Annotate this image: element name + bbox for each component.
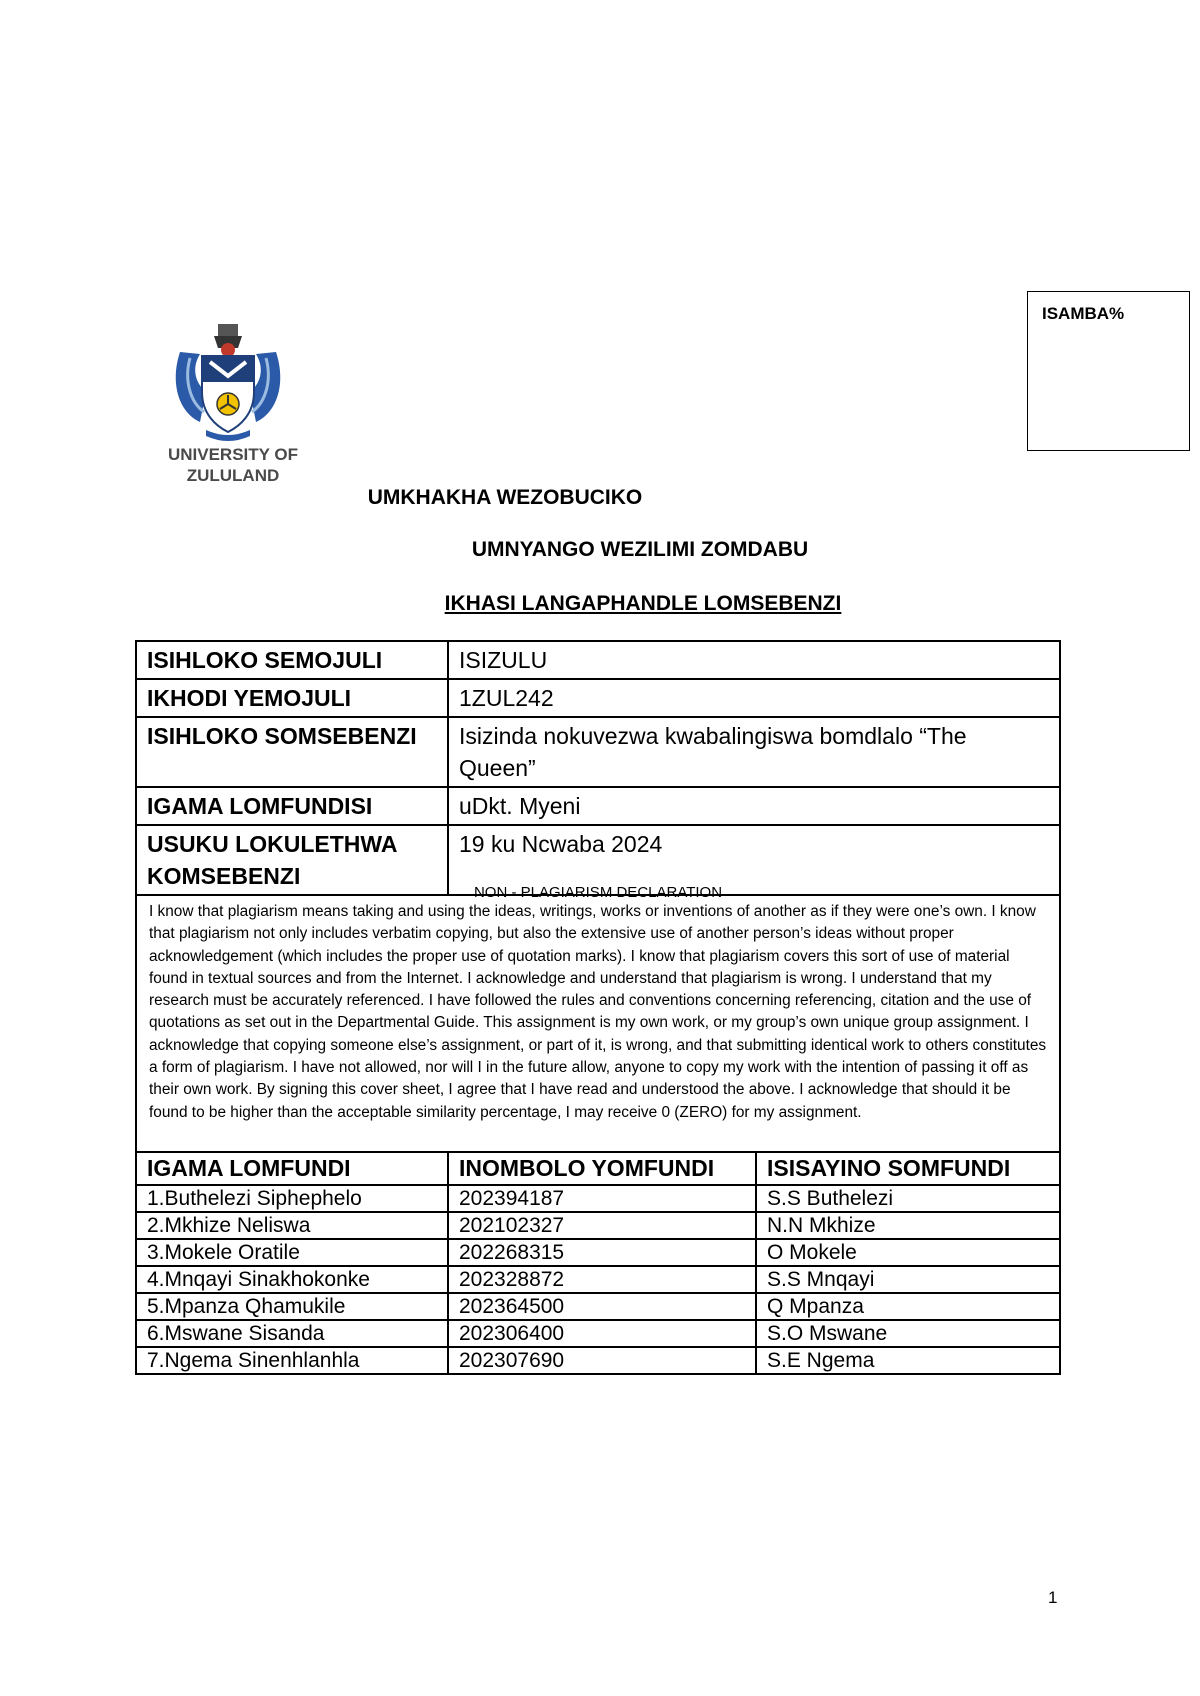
student-number: 202102327	[448, 1212, 756, 1239]
student-name: 7.Ngema Sinenhlanhla	[136, 1347, 448, 1374]
table-row	[136, 1185, 1060, 1212]
student-number: 202268315	[448, 1239, 756, 1266]
students-header-row	[136, 1152, 1060, 1185]
declaration-title: NON - PLAGIARISM DECLARATION	[473, 884, 723, 901]
student-signature: S.S Buthelezi	[756, 1185, 1060, 1212]
student-signature: S.O Mswane	[756, 1320, 1060, 1347]
student-name: 4.Mnqayi Sinakhokonke	[136, 1266, 448, 1293]
info-row	[136, 641, 1060, 679]
table-row	[136, 1212, 1060, 1239]
student-signature: O Mokele	[756, 1239, 1060, 1266]
table-row	[136, 1347, 1060, 1374]
column-header-number: INOMBOLO YOMFUNDI	[448, 1152, 756, 1185]
table-row	[136, 1320, 1060, 1347]
student-number: 202328872	[448, 1266, 756, 1293]
student-signature: S.E Ngema	[756, 1347, 1060, 1374]
cover-heading-text: IKHASI LANGAPHANDLE LOMSEBENZI	[444, 592, 842, 615]
module-info-table	[135, 640, 1061, 896]
info-value: 1ZUL242	[448, 679, 1060, 717]
column-header-name: IGAMA LOMFUNDI	[136, 1152, 448, 1185]
cover-heading	[40, 592, 1200, 616]
info-row	[136, 717, 1060, 787]
table-row	[136, 1293, 1060, 1320]
student-number: 202307690	[448, 1347, 756, 1374]
student-number: 202364500	[448, 1293, 756, 1320]
info-row	[136, 679, 1060, 717]
info-value: Isizinda nokuvezwa kwabalingiswa bomdlalo “The Queen”	[448, 717, 1060, 787]
student-signature: S.S Mnqayi	[756, 1266, 1060, 1293]
info-value: 19 ku Ncwaba 2024	[448, 825, 1060, 895]
info-key: USUKU LOKULETHWA KOMSEBENZI	[136, 825, 448, 895]
info-key: IKHODI YEMOJULI	[136, 679, 448, 717]
plagiarism-declaration	[135, 881, 1061, 1151]
student-name: 6.Mswane Sisanda	[136, 1320, 448, 1347]
student-number: 202306400	[448, 1320, 756, 1347]
student-name: 1.Buthelezi Siphephelo	[136, 1185, 448, 1212]
info-value: ISIZULU	[448, 641, 1060, 679]
score-box	[1027, 291, 1190, 451]
info-row	[136, 787, 1060, 825]
logo-line-1: UNIVERSITY OF	[167, 445, 299, 464]
students-table	[135, 1151, 1061, 1375]
department-heading: UMNYANGO WEZILIMI ZOMDABU	[471, 538, 809, 561]
table-row	[136, 1266, 1060, 1293]
student-number: 202394187	[448, 1185, 756, 1212]
info-value: uDkt. Myeni	[448, 787, 1060, 825]
score-label: ISAMBA%	[1042, 304, 1125, 323]
info-key: IGAMA LOMFUNDISI	[136, 787, 448, 825]
student-signature: Q Mpanza	[756, 1293, 1060, 1320]
student-name: 3.Mokele Oratile	[136, 1239, 448, 1266]
table-row	[136, 1239, 1060, 1266]
university-logo	[148, 322, 318, 492]
column-header-signature: ISISAYINO SOMFUNDI	[756, 1152, 1060, 1185]
university-crest-icon	[170, 322, 286, 442]
faculty-heading: UMKHAKHA WEZOBUCIKO	[367, 486, 643, 509]
info-key: ISIHLOKO SOMSEBENZI	[136, 717, 448, 787]
student-name: 5.Mpanza Qhamukile	[136, 1293, 448, 1320]
page-number: 1	[1048, 1588, 1058, 1607]
info-key: ISIHLOKO SEMOJULI	[136, 641, 448, 679]
student-signature: N.N Mkhize	[756, 1212, 1060, 1239]
student-name: 2.Mkhize Neliswa	[136, 1212, 448, 1239]
logo-line-2: ZULULAND	[186, 466, 280, 485]
declaration-body: I know that plagiarism means taking and using the ideas, writings, works or inventions of another as if they were one’s own. I know that plagiarism not only includes verbatim copying, but also the extensive use of another person’s ideas without proper acknowledgement (which includes the proper use of quotation marks). I know that plagiarism covers this sort of use of material found in textual sources and from the Internet. I acknowledge and understand that plagiarism is wrong. I understand that my research must be accurately referenced. I have followed the rules and conventions concerning referencing, citation and the use of quotations as set out in the Departmental Guide. This assignment is my own work, or my group’s own unique group assignment. I acknowledge that copying someone else’s assignment, or part of it, is wrong, and that submitting identical work to others constitutes a form of plagiarism. I have not allowed, nor will I in the future allow, anyone to copy my work with the intention of passing it off as their own work. By signing this cover sheet, I agree that I have read and understood the above. I acknowledge that should it be found to be higher than the acceptable similarity percentage, I may receive 0 (ZERO) for my assignment.	[149, 903, 1047, 1121]
